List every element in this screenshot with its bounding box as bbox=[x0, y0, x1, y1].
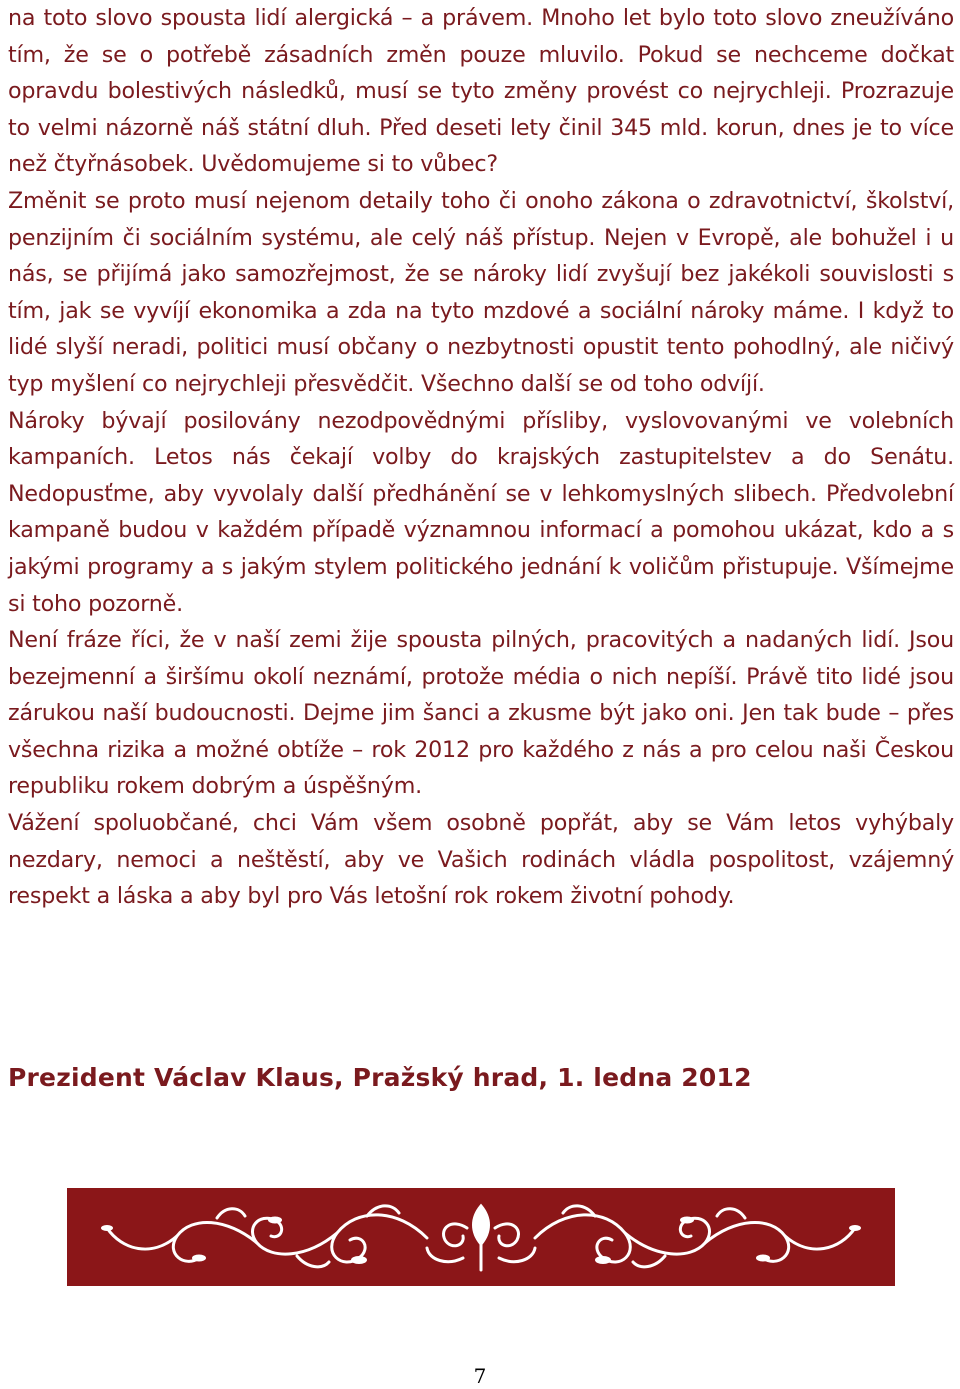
paragraph: Není fráze říci, že v naší zemi žije spousta pilných, pracovitých a nadaných lidí. Jsou bezejmenní a širšímu okolí neznámí, protože média o nich nepíší. Právě tito lidé jsou zárukou naší budoucnosti. Dejme jim šanci a zkusme být jako oni. Jen tak bude – přes všechna rizika a možné obtíže – rok 2012 pro každého z nás a pro celou naši Českou republiku rokem dobrým a úspěšným. bbox=[8, 627, 954, 800]
ornament-scroll-icon bbox=[67, 1188, 895, 1286]
paragraph: na toto slovo spousta lidí alergická – a právem. Mnoho let bylo toto slovo zneužíváno tím, že se o potřebě zásadních změn pouze mluvilo. Pokud se nechceme dočkat opravdu bolestivých následků, musí se tyto změny provést co nejrychleji. Prozrazuje to velmi názorně náš státní dluh. Před deseti lety činil 345 mld. korun, dnes je to více než čtyřnásobek. Uvědomujeme si to vůbec? bbox=[8, 5, 954, 178]
paragraph: Vážení spoluobčané, chci Vám všem osobně popřát, aby se Vám letos vyhýbaly nezdary, nemoci a neštěstí, aby ve Vašich rodinách vládla pospolitost, vzájemný respekt a láska a aby byl pro Vás letošní rok rokem životní pohody. bbox=[8, 810, 954, 910]
signature-line: Prezident Václav Klaus, Pražský hrad, 1. ledna 2012 bbox=[8, 1063, 752, 1092]
page-number: 7 bbox=[473, 1364, 487, 1388]
article-body bbox=[8, 0, 954, 915]
paragraph: Změnit se proto musí nejenom detaily toho či onoho zákona o zdravotnictví, školství, penzijním či sociálním systému, ale celý náš přístup. Nejen v Evropě, ale bohužel i u nás, se přijímá jako samozřejmost, že se nároky lidí zvyšují bez jakékoli souvislosti s tím, jak se vyvíjí ekonomika a zda na tyto mzdové a sociální nároky máme. I když to lidé slyší neradi, politici musí občany o nezbytnosti opustit tento pohodlný, ale ničivý typ myšlení co nejrychleji přesvědčit. Všechno další se od toho odvíjí. bbox=[8, 187, 954, 397]
decorative-scroll-ornament bbox=[67, 1188, 895, 1286]
paragraph: Nároky bývají posilovány nezodpovědnými přísliby, vyslovovanými ve volebních kampaních. Letos nás čekají volby do krajských zastupitelstev a do Senátu. Nedopusťme, aby vyvolaly další předhánění se v lehkomyslných slibech. Předvolební kampaně budou v každém případě významnou informací a pomohou ukázat, kdo a s jakými programy a s jakým stylem politického jednání k voličům přistupuje. Všímejme si toho pozorně. bbox=[8, 407, 954, 617]
